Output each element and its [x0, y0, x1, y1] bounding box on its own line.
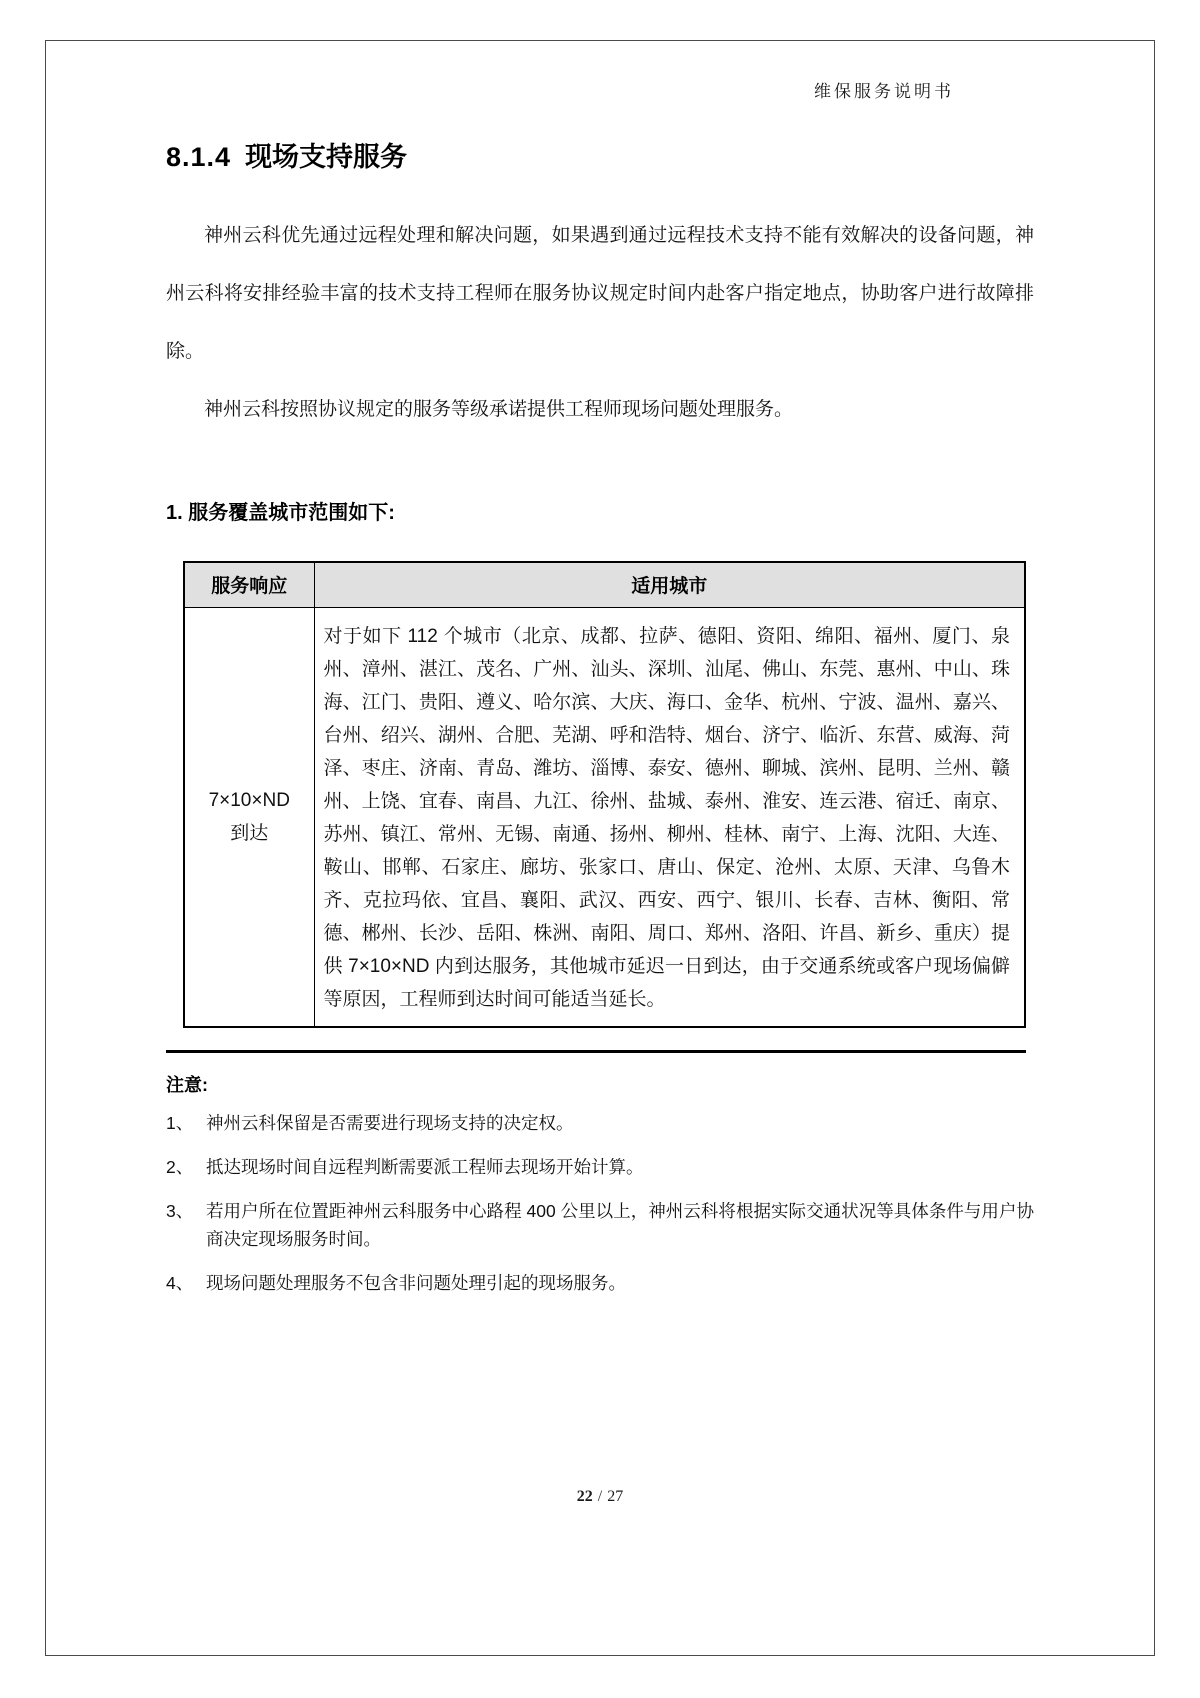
- coverage-table-header-row: [184, 562, 1025, 607]
- document-header-title: 维保服务说明书: [814, 82, 954, 101]
- section-heading: [166, 141, 1034, 173]
- section-divider-rule: [166, 1050, 1026, 1053]
- note-item-2: [166, 1153, 1034, 1181]
- footer-page-separator: /: [597, 1488, 603, 1505]
- note-item-1-text: 神州云科保留是否需要进行现场支持的决定权。: [206, 1112, 574, 1133]
- column-header-applicable-cities: 适用城市: [314, 562, 1025, 607]
- note-item-2-number: 2、: [166, 1156, 194, 1177]
- note-item-3: [166, 1197, 1034, 1253]
- coverage-table: [183, 561, 1026, 1028]
- page-border: [45, 40, 1155, 1656]
- section-number: 8.1.4: [166, 142, 232, 172]
- coverage-heading: 1. 服务覆盖城市范围如下:: [166, 502, 395, 524]
- coverage-table-body: [184, 607, 1025, 1027]
- footer-total-pages: 27: [607, 1488, 624, 1505]
- coverage-table-row: [184, 607, 1025, 1027]
- section-title: 现场支持服务: [245, 142, 408, 172]
- note-item-4-number: 4、: [166, 1272, 194, 1293]
- footer-current-page: 22: [576, 1488, 593, 1505]
- column-header-service-response: 服务响应: [184, 562, 314, 607]
- service-response-cell: [184, 607, 314, 1027]
- page-content: [46, 141, 1154, 1297]
- paragraph-remote-first: 神州云科优先通过远程处理和解决问题，如果遇到通过远程技术支持不能有效解决的设备问题，神州云科将安排经验丰富的技术支持工程师在服务协议规定时间内赴客户指定地点，协助客户进行故障排除。: [166, 225, 1034, 362]
- note-item-1-number: 1、: [166, 1112, 194, 1133]
- notes-title: 注意:: [166, 1074, 208, 1095]
- note-item-3-number: 3、: [166, 1200, 194, 1221]
- applicable-cities-cell: 对于如下 112 个城市（北京、成都、拉萨、德阳、资阳、绵阳、福州、厦门、泉州、漳州、湛江、茂名、广州、汕头、深圳、汕尾、佛山、东莞、惠州、中山、珠海、江门、贵阳、遵义、哈尔滨、大庆、海口、金华、杭州、宁波、温州、嘉兴、台州、绍兴、湖州、合肥、芜湖、呼和浩特、烟台、济宁、临沂、东营、威海、菏泽、枣庄、济南、青岛、潍坊、淄博、泰安、德州、聊城、滨州、昆明、兰州、赣州、上饶、宜春、南昌、九江、徐州、盐城、泰州、淮安、连云港、宿迁、南京、苏州、镇江、常州、无锡、南通、扬州、柳州、桂林、南宁、上海、沈阳、大连、鞍山、邯郸、石家庄、廊坊、张家口、唐山、保定、沧州、太原、天津、乌鲁木齐、克拉玛依、宜昌、襄阳、武汉、西安、西宁、银川、长春、吉林、衡阳、常德、郴州、长沙、岳阳、株洲、南阳、周口、郑州、洛阳、许昌、新乡、重庆）提供 7×10×ND 内到达服务，其他城市延迟一日到达，由于交通系统或客户现场偏僻等原因，工程师到达时间可能适当延长。: [314, 607, 1025, 1027]
- note-item-4-text: 现场问题处理服务不包含非问题处理引起的现场服务。: [206, 1272, 626, 1293]
- note-item-1: [166, 1109, 1034, 1137]
- note-item-2-text: 抵达现场时间自远程判断需要派工程师去现场开始计算。: [206, 1156, 644, 1177]
- page-footer: [46, 1488, 1154, 1506]
- note-item-4: [166, 1269, 1034, 1297]
- coverage-table-head: [184, 562, 1025, 607]
- paragraph-service-level: 神州云科按照协议规定的服务等级承诺提供工程师现场问题处理服务。: [204, 399, 794, 420]
- note-item-3-text: 若用户所在位置距神州云科服务中心路程 400 公里以上，神州云科将根据实际交通状况等具体条件与用户协商决定现场服务时间。: [206, 1200, 1034, 1249]
- notes-list: [166, 1109, 1034, 1297]
- service-response-arrival: 到达: [230, 822, 269, 844]
- service-response-value: 7×10×ND: [208, 789, 290, 811]
